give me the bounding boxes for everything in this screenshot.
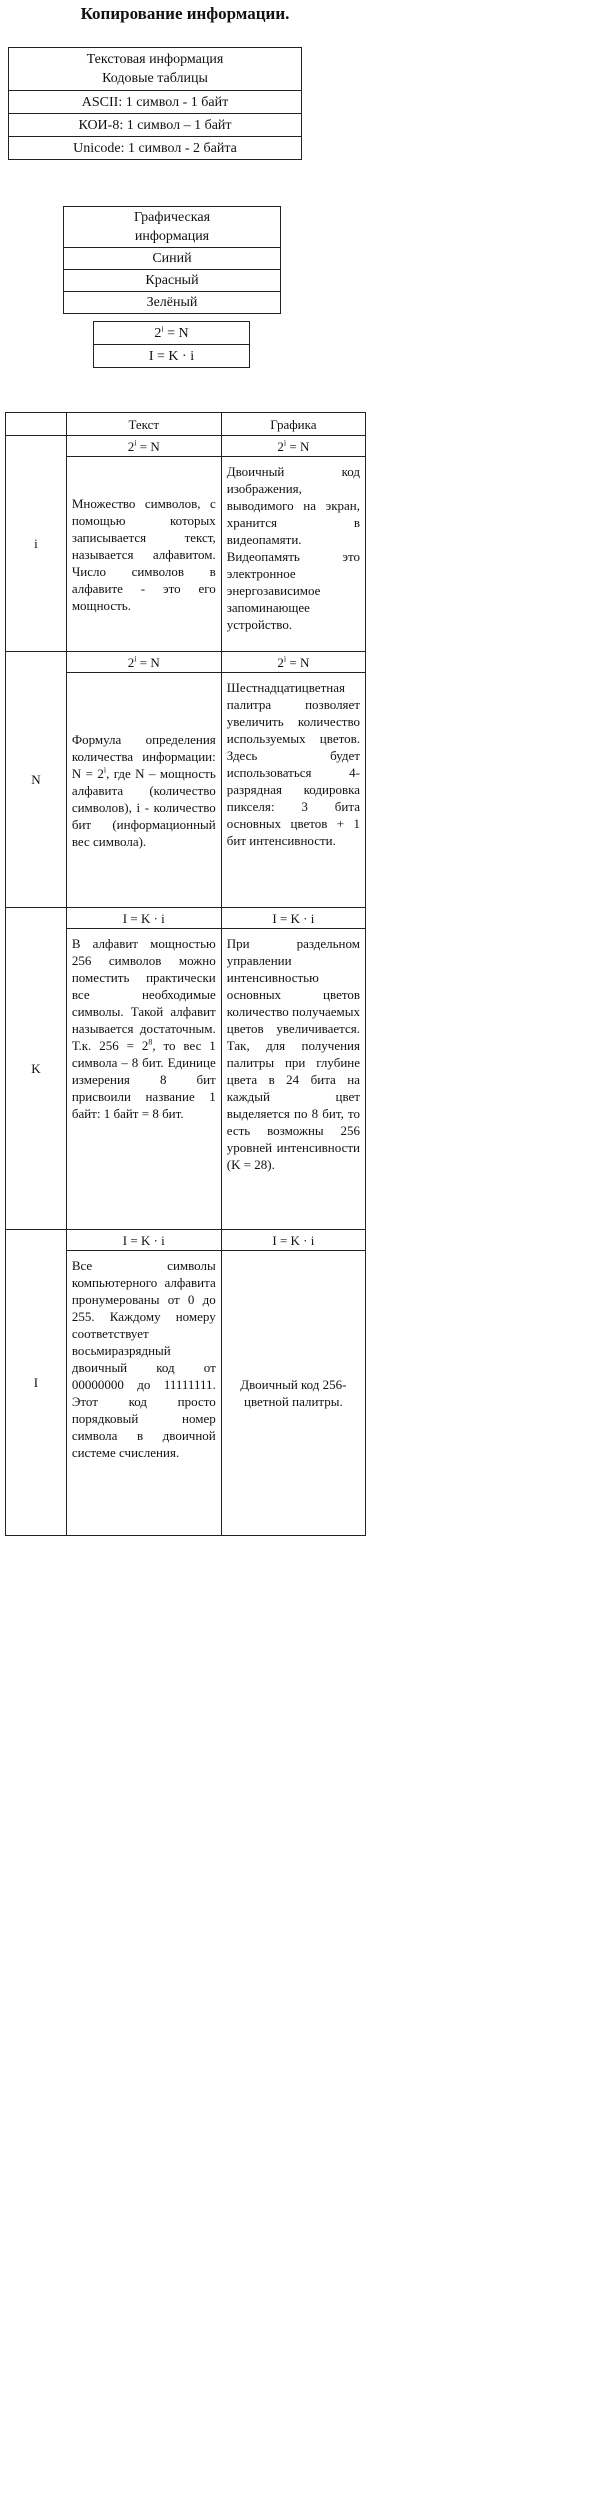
row-label-k: K bbox=[6, 908, 67, 1230]
formula-box bbox=[93, 321, 250, 368]
row-i-text-formula: $2^i = N$ bbox=[66, 436, 221, 457]
formula-volume: I = K · i bbox=[94, 345, 250, 368]
text-info-box bbox=[8, 47, 302, 160]
graphic-info-line1: Графическая bbox=[133, 210, 211, 225]
encoding-row-ascii: ASCII: 1 символ - 1 байт bbox=[9, 91, 302, 114]
color-row-blue: Синий bbox=[64, 248, 281, 270]
color-row-red: Красный bbox=[64, 270, 281, 292]
text-info-line1: Текстовая информация bbox=[86, 52, 224, 67]
graphic-info-header bbox=[64, 207, 281, 248]
row-label-n: N bbox=[6, 652, 67, 908]
formula-power: $2^i = N$ bbox=[94, 322, 250, 345]
column-header-text: Текст bbox=[66, 413, 221, 436]
column-header-graphics: Графика bbox=[221, 413, 365, 436]
row-n-graphics-formula: $2^i = N$ bbox=[221, 652, 365, 673]
row-big-i-text-formula: I = K · i bbox=[66, 1230, 221, 1251]
row-label-big-i: I bbox=[6, 1230, 67, 1536]
row-k-text-cell: В алфавит мощностью 256 символов можно поместить практически все необходимые символы. Такой алфавит называется достаточным. Т.к. $256 = 2^8$, то вес 1 символа – 8 бит. Единице измерения 8 бит присвоили название 1 байт: 1 байт = 8 бит. bbox=[66, 929, 221, 1230]
comparison-table bbox=[5, 412, 366, 1536]
row-k-graphics-formula: I = K · i bbox=[221, 908, 365, 929]
row-i-text-cell: Множество символов, с помощью которых записывается текст, называется алфавитом. Число символов в алфавите - это его мощность. bbox=[66, 457, 221, 652]
row-big-i-text-cell: Все символы компьютерного алфавита пронумерованы от 0 до 255. Каждому номеру соответствует восьмиразрядный двоичный код от 00000000 до 11111111. Этот код просто порядковый номер символа в двоичной системе счисления. bbox=[66, 1251, 221, 1536]
row-i-graphics-cell: Двоичный код изображения, выводимого на экран, хранится в видеопамяти. Видеопамять это электронное энергозависимое запоминающее устройство. bbox=[221, 457, 365, 652]
row-n-text-cell: Формула определения количества информации: $N = 2^i$, где N – мощность алфавита (количество символов), i - количество бит (информационный вес символа). bbox=[66, 673, 221, 908]
graphic-info-box bbox=[63, 206, 281, 314]
row-big-i-graphics-formula: I = K · i bbox=[221, 1230, 365, 1251]
header-empty-cell bbox=[6, 413, 67, 436]
text-info-line2: Кодовые таблицы bbox=[102, 71, 208, 86]
row-label-i: i bbox=[6, 436, 67, 652]
row-big-i-graphics-cell: Двоичный код 256-цветной палитры. bbox=[221, 1251, 365, 1536]
row-n-text-formula: $2^i = N$ bbox=[66, 652, 221, 673]
row-k-graphics-cell: При раздельном управлении интенсивностью основных цветов количество получаемых цветов увеличивается. Так, для получения палитры при глубине цвета в 24 бита на каждый цвет выделяется по 8 бит, то есть возможны 256 уровней интенсивности (K = 28). bbox=[221, 929, 365, 1230]
graphic-info-line2: информация bbox=[134, 229, 210, 244]
text-info-header bbox=[9, 48, 302, 91]
row-k-text-formula: I = K · i bbox=[66, 908, 221, 929]
row-i-graphics-formula: $2^i = N$ bbox=[221, 436, 365, 457]
page-title: Копирование информации. bbox=[80, 4, 290, 23]
row-n-graphics-cell: Шестнадцатицветная палитра позволяет увеличить количество используемых цветов. Здесь будет использоваться 4-разрядная кодировка пикселя: 3 бита основных цветов + 1 бит интенсивности. bbox=[221, 673, 365, 908]
color-row-green: Зелёный bbox=[64, 292, 281, 314]
encoding-row-unicode: Unicode: 1 символ - 2 байта bbox=[9, 137, 302, 160]
encoding-row-koi8: КОИ-8: 1 символ – 1 байт bbox=[9, 114, 302, 137]
